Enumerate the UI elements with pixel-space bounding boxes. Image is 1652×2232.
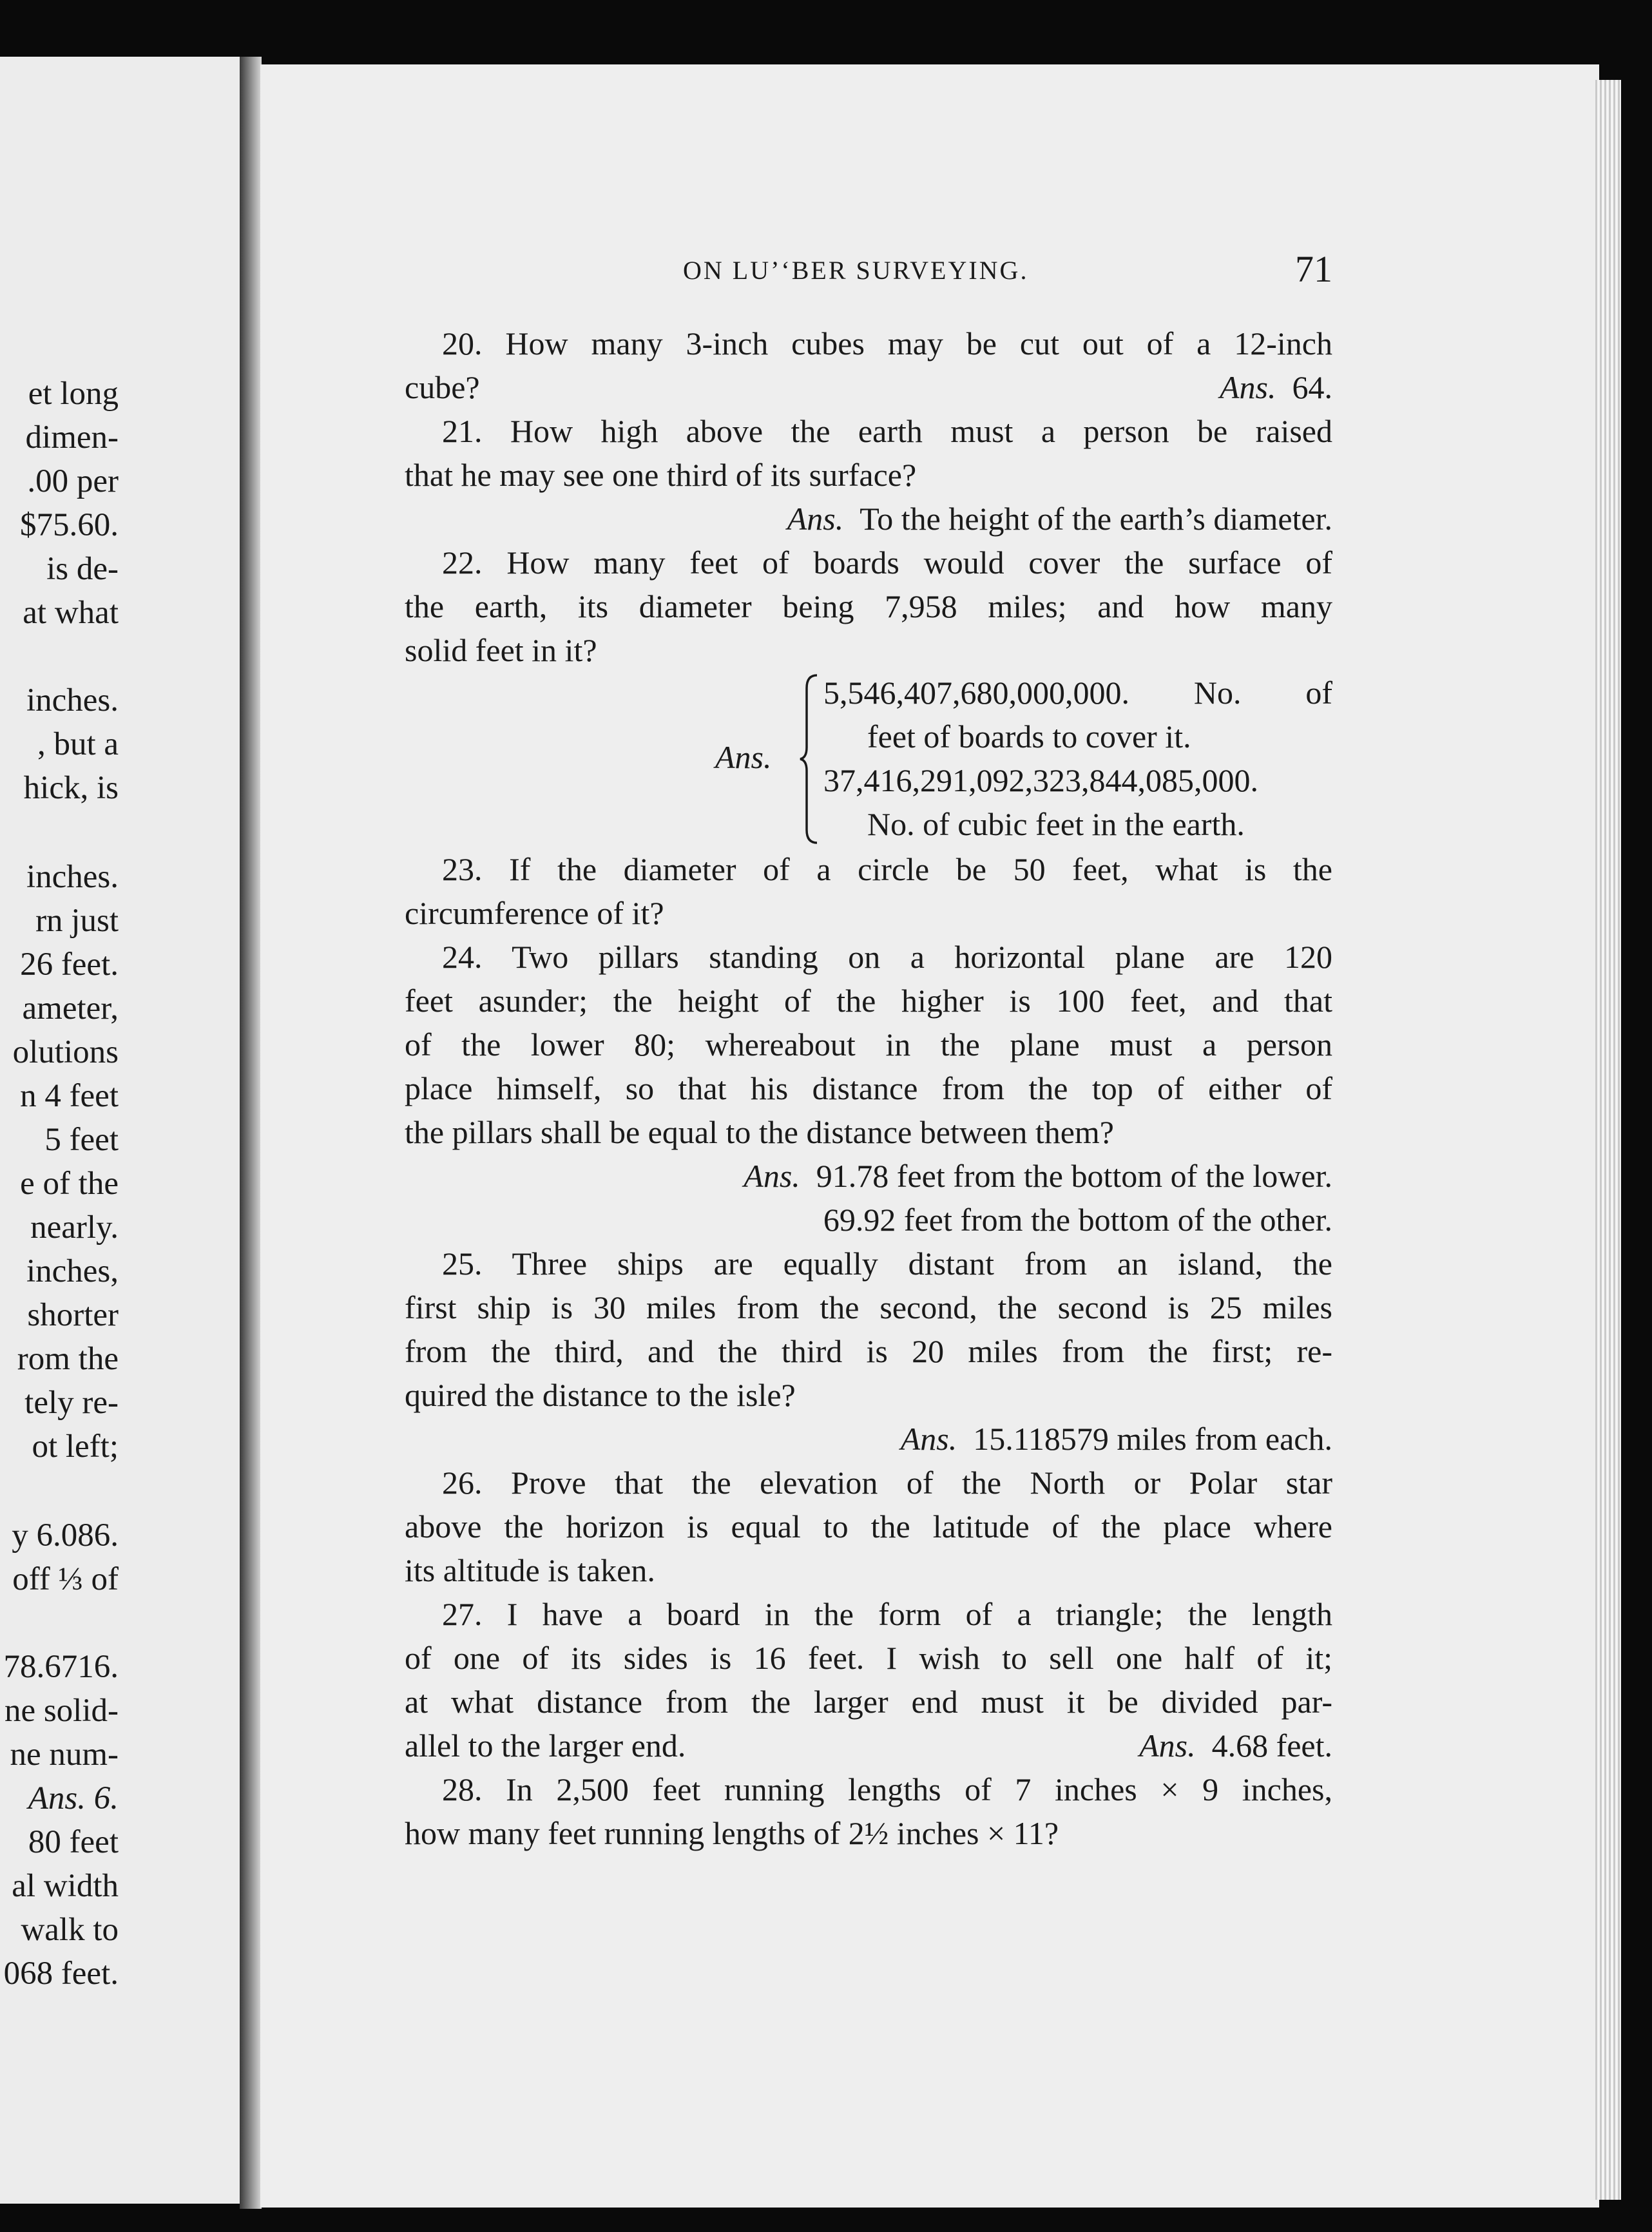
left-fragment: rn just — [35, 903, 119, 939]
problem-25-line-2: first ship is 30 miles from the second, the second is 25 miles — [405, 1289, 1332, 1325]
problem-24-line-5: the pillars shall be equal to the distance between them? — [405, 1114, 1115, 1150]
left-fragment: e of the — [20, 1166, 119, 1202]
left-fragment: rom the — [17, 1341, 119, 1377]
left-fragment: , but a — [37, 726, 119, 762]
answer-line: No. of cubic feet in the earth. — [867, 806, 1245, 842]
problem-20-answer — [1220, 366, 1332, 409]
problem-24-answer-2: 69.92 feet from the bottom of the other. — [823, 1202, 1332, 1238]
problem-22-line-2: the earth, its diameter being 7,958 miles; and how many — [405, 588, 1332, 624]
problem-21-answer — [405, 497, 1332, 540]
problem-24-line-3: of the lower 80; whereabout in the plane must a person — [405, 1026, 1332, 1063]
curly-brace-icon — [798, 671, 821, 847]
left-fragment: ameter, — [22, 990, 119, 1026]
left-fragment: et long — [28, 376, 119, 412]
problem-21-line-1: 21. How high above the earth must a person be raised — [442, 413, 1332, 449]
problem-27-line-3: at what distance from the larger end must it be divided par- — [405, 1684, 1332, 1720]
answer-label: Ans. — [1139, 1727, 1196, 1764]
left-fragment: $75.60. — [20, 507, 119, 543]
left-fragment: 78.6716. — [3, 1649, 119, 1685]
problem-23-line-2: circumference of it? — [405, 895, 664, 931]
left-fragment: inches, — [26, 1253, 119, 1289]
book-gutter — [240, 57, 262, 2209]
problem-24-line-2: feet asunder; the height of the higher is 100 feet, and that — [405, 983, 1332, 1019]
left-fragment: ot left; — [32, 1429, 119, 1465]
answer-line: 37,416,291,092,323,844,085,000. — [823, 762, 1258, 798]
left-fragment: inches. — [26, 859, 119, 895]
problem-20-text: cube? — [405, 369, 480, 405]
problem-27-line-1: 27. I have a board in the form of a triangle; the length — [442, 1596, 1332, 1632]
problem-25-line-3: from the third, and the third is 20 miles from the first; re- — [405, 1333, 1332, 1369]
problem-25-line-4: quired the distance to the isle? — [405, 1377, 796, 1413]
left-fragment: 5 feet — [44, 1122, 119, 1158]
problem-25-answer — [405, 1418, 1332, 1460]
problem-24-line-1: 24. Two pillars standing on a horizontal plane are 120 — [442, 939, 1332, 975]
left-fragment: 80 feet — [28, 1824, 119, 1860]
answer-label: Ans. — [1220, 369, 1276, 405]
answer-value: 64. — [1292, 369, 1332, 405]
page-edge — [1595, 80, 1621, 2200]
problem-23-line-1: 23. If the diameter of a circle be 50 feet, what is the — [442, 851, 1332, 887]
answer-label: Ans. — [744, 1158, 800, 1194]
answer-value: 15.118579 miles from each. — [973, 1421, 1332, 1457]
left-fragment: 068 feet. — [3, 1956, 119, 1992]
answer-label: Ans. — [787, 501, 844, 537]
problem-26-line-1: 26. Prove that the elevation of the North or Polar star — [442, 1465, 1332, 1501]
problem-22-line-3: solid feet in it? — [405, 632, 597, 668]
answer-value: To the height of the earth’s diameter. — [860, 501, 1332, 537]
problem-20-line-2 — [405, 366, 1332, 409]
left-fragment: n 4 feet — [20, 1078, 119, 1114]
left-fragment: is de- — [46, 551, 119, 587]
left-fragment: ne num- — [10, 1737, 119, 1773]
left-page — [0, 57, 240, 2204]
problem-22-answer — [715, 671, 1332, 847]
left-fragment: Ans. 6. — [28, 1780, 119, 1816]
answer-label: Ans. — [715, 739, 772, 775]
problem-20-line-1: 20. How many 3-inch cubes may be cut out of a 12-inch — [442, 325, 1332, 361]
problem-27-line-4 — [405, 1724, 1332, 1767]
left-fragment: dimen- — [25, 419, 119, 456]
left-fragment: hick, is — [23, 770, 119, 806]
left-fragment: at what — [23, 595, 119, 631]
problem-21-line-2: that he may see one third of its surface? — [405, 457, 917, 493]
left-fragment: walk to — [21, 1912, 119, 1948]
problem-26-line-2: above the horizon is equal to the latitude of the place where — [405, 1508, 1332, 1544]
answer-line: 5,546,407,680,000,000. No. of — [823, 675, 1332, 711]
left-fragment: tely re- — [24, 1385, 119, 1421]
answer-label: Ans. — [900, 1421, 957, 1457]
problem-27-text: allel to the larger end. — [405, 1727, 686, 1764]
running-head-title: ON LU’ʻBER SURVEYING. — [683, 256, 1029, 285]
problem-24-answer-1 — [405, 1155, 1332, 1197]
answer-value: 91.78 feet from the bottom of the lower. — [816, 1158, 1332, 1194]
left-fragment: off ⅓ of — [12, 1561, 119, 1597]
problem-28-line-1: 28. In 2,500 feet running lengths of 7 inches × 9 inches, — [442, 1771, 1332, 1807]
answer-value: 4.68 feet. — [1211, 1727, 1332, 1764]
problem-25-line-1: 25. Three ships are equally distant from an island, the — [442, 1246, 1332, 1282]
left-fragment: 26 feet. — [20, 947, 119, 983]
problem-27-line-2: of one of its sides is 16 feet. I wish to sell one half of it; — [405, 1640, 1332, 1676]
problem-28-line-2: how many feet running lengths of 2½ inches × 11? — [405, 1815, 1059, 1851]
problem-22-line-1: 22. How many feet of boards would cover the surface of — [442, 544, 1332, 581]
answer-line: feet of boards to cover it. — [867, 718, 1191, 755]
left-fragment: ne solid- — [4, 1693, 119, 1729]
problem-27-answer — [1139, 1724, 1332, 1767]
running-head — [419, 247, 1332, 293]
page-number: 71 — [1295, 248, 1332, 290]
problem-24-line-4: place himself, so that his distance from the top of either of — [405, 1070, 1332, 1106]
left-fragment: al width — [12, 1868, 119, 1904]
left-fragment: shorter — [27, 1297, 119, 1333]
left-fragment: olutions — [12, 1034, 119, 1070]
left-fragment: inches. — [26, 682, 119, 718]
left-fragment: y 6.086. — [12, 1517, 119, 1554]
left-fragment: .00 per — [27, 463, 119, 499]
left-fragment: nearly. — [30, 1209, 119, 1246]
problem-26-line-3: its altitude is taken. — [405, 1552, 655, 1588]
